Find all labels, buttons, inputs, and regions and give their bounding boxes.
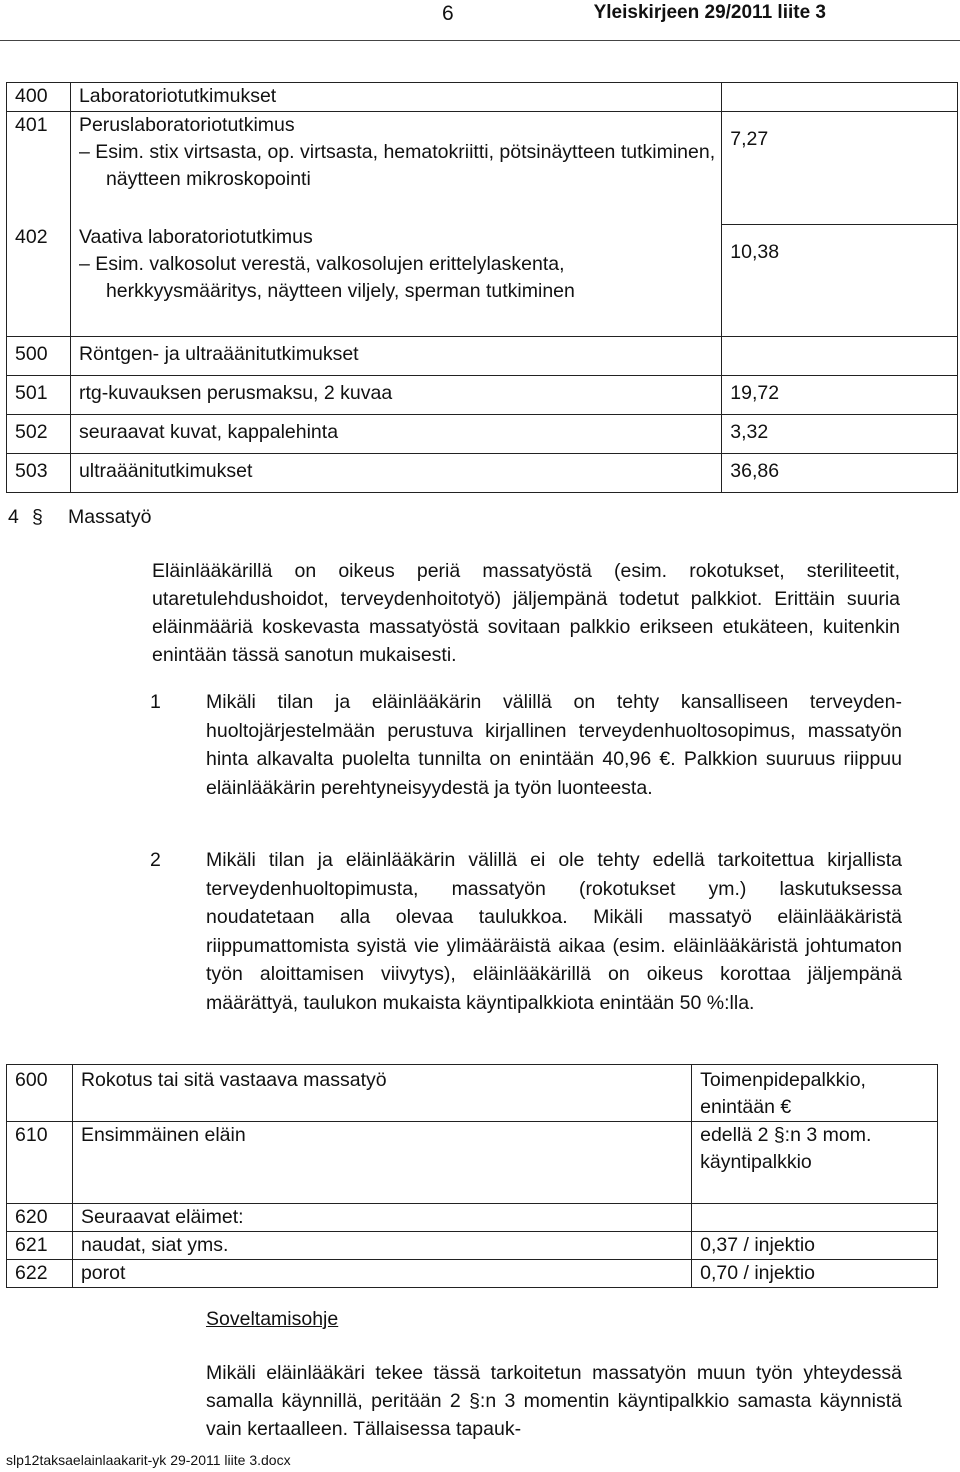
- guidance-heading: Soveltamisohje: [206, 1308, 339, 1330]
- table-row: [7, 376, 958, 415]
- item-text: Mikäli tilan ja eläinlääkärin välillä on tehty kansalliseen terveydenhuoltojärjestelmään perustuva kirjallinen terveydenhuoltosopimus, massatyön hinta alkavalta puolelta tunnilta on enintään 40,96 €. Palkkion suuruus riippuu eläinlääkärin perehtyneisyydestä ja työn luonteesta.: [206, 691, 902, 799]
- title-cell: naudat, siat yms.: [72, 1232, 691, 1260]
- price-cell: [722, 337, 958, 376]
- table-row: [7, 454, 958, 493]
- item-number: 1: [150, 691, 161, 713]
- footer-filename: slp12taksaelainlaakarit-yk 29-2011 liite 3.docx: [6, 1452, 291, 1468]
- title-cell: [70, 112, 721, 225]
- item-text: Mikäli tilan ja eläinlääkärin välillä ei ole tehty edellä tarkoitettua kirjallista terveydenhuoltopimusta, massatyön (rokotukset ym.) laskutuksessa noudatetaan alla olevaa taulukkoa. Mikäli massatyö eläinlääkäristä riippumattomista syistä vie ylimääräistä aikaa (esim. eläinlääkäristä johtumaton työn aloittamisen viivytys), eläinlääkärillä on oikeus korottaa jäljempänä määrättyä, taulukon mukaista käyntipalkkiota enintään 50 %:lla.: [206, 849, 902, 1014]
- mass-fee-table: [6, 1064, 938, 1288]
- table-row: [7, 415, 958, 454]
- code-cell: 401: [7, 112, 71, 225]
- price-cell: 19,72: [722, 376, 958, 415]
- table-row: [7, 1232, 938, 1260]
- section-intro: Eläinlääkärillä on oikeus periä massatyöstä (esim. rokotukset, steriliteetit, utaretulehdushoidot, terveydenhoitotyö) jäljempänä todetut palkkiot. Erittäin suuria eläinmääriä koskevasta massatyöstä sovitaan palkkio erikseen etukäteen, kuitenkin enintään tässä sanotun mukaisesti.: [152, 560, 900, 666]
- price-cell: 0,70 / injektio: [692, 1260, 938, 1288]
- title-cell: rtg-kuvauksen perusmaksu, 2 kuvaa: [70, 376, 721, 415]
- guidance-text: Mikäli eläinlääkäri tekee tässä tarkoitetun massatyön muun työn yhteydessä samalla käynnillä, peritään 2 §:n 3 momentin käyntipalkkio samasta käynnistä vain kertaalleen. Tällaisessa tapauk-: [206, 1362, 902, 1440]
- price-cell: [722, 83, 958, 112]
- table-row: [7, 1204, 938, 1232]
- table-row: [7, 1122, 938, 1204]
- title-cell: porot: [72, 1260, 691, 1288]
- table-row: [7, 1260, 938, 1288]
- code-cell: 620: [7, 1204, 73, 1232]
- price-cell: [692, 1204, 938, 1232]
- table-row: [7, 1065, 938, 1122]
- price-cell: 36,86: [722, 454, 958, 493]
- section-title: Massatyö: [68, 506, 152, 528]
- code-cell: 501: [7, 376, 71, 415]
- price-cell: 3,32: [722, 415, 958, 454]
- header-divider: [0, 40, 960, 41]
- code-cell: 621: [7, 1232, 73, 1260]
- item-description: – Esim. valkosolut verestä, valkosolujen erittelylaskenta, herkkyysmääritys, näytteen viljely, sperman tutkiminen: [78, 253, 575, 302]
- price-cell: 0,37 / injektio: [692, 1232, 938, 1260]
- title-cell: Seuraavat eläimet:: [72, 1204, 691, 1232]
- code-cell: 610: [7, 1122, 73, 1204]
- title-cell: [70, 224, 721, 337]
- item-description: – Esim. stix virtsasta, op. virtsasta, hematokriitti, pötsinäytteen tutkiminen, näytteen mikroskopointi: [78, 141, 716, 190]
- price-cell: Toimenpidepalkkio, enintään €: [692, 1065, 938, 1122]
- table-row: [7, 224, 958, 337]
- code-cell: 502: [7, 415, 71, 454]
- title-cell: Röntgen- ja ultraäänitutkimukset: [70, 337, 721, 376]
- code-cell: 402: [7, 224, 71, 337]
- code-cell: 622: [7, 1260, 73, 1288]
- title-cell: Rokotus tai sitä vastaava massatyö: [72, 1065, 691, 1122]
- item-title: Vaativa laboratoriotutkimus: [78, 226, 313, 248]
- lab-fee-table: [6, 82, 958, 493]
- title-cell: ultraäänitutkimukset: [70, 454, 721, 493]
- code-cell: 503: [7, 454, 71, 493]
- title-cell: seuraavat kuvat, kappalehinta: [70, 415, 721, 454]
- code-cell: 600: [7, 1065, 73, 1122]
- price-cell: edellä 2 §:n 3 mom. käyntipalkkio: [692, 1122, 938, 1204]
- section-symbol: §: [32, 506, 43, 528]
- code-cell: 400: [7, 83, 71, 112]
- document-title: Yleiskirjeen 29/2011 liite 3: [593, 2, 826, 23]
- title-cell: Ensimmäinen eläin: [72, 1122, 691, 1204]
- table-row: [7, 112, 958, 225]
- title-cell: Laboratoriotutkimukset: [70, 83, 721, 112]
- price-cell: 7,27: [722, 112, 958, 225]
- table-row: [7, 83, 958, 112]
- item-title: Peruslaboratoriotutkimus: [78, 114, 295, 136]
- item-number: 2: [150, 849, 161, 871]
- section-number: 4: [8, 506, 19, 528]
- page-number: 6: [442, 2, 454, 25]
- table-row: [7, 337, 958, 376]
- price-cell: 10,38: [722, 224, 958, 337]
- code-cell: 500: [7, 337, 71, 376]
- section-heading: [8, 506, 151, 529]
